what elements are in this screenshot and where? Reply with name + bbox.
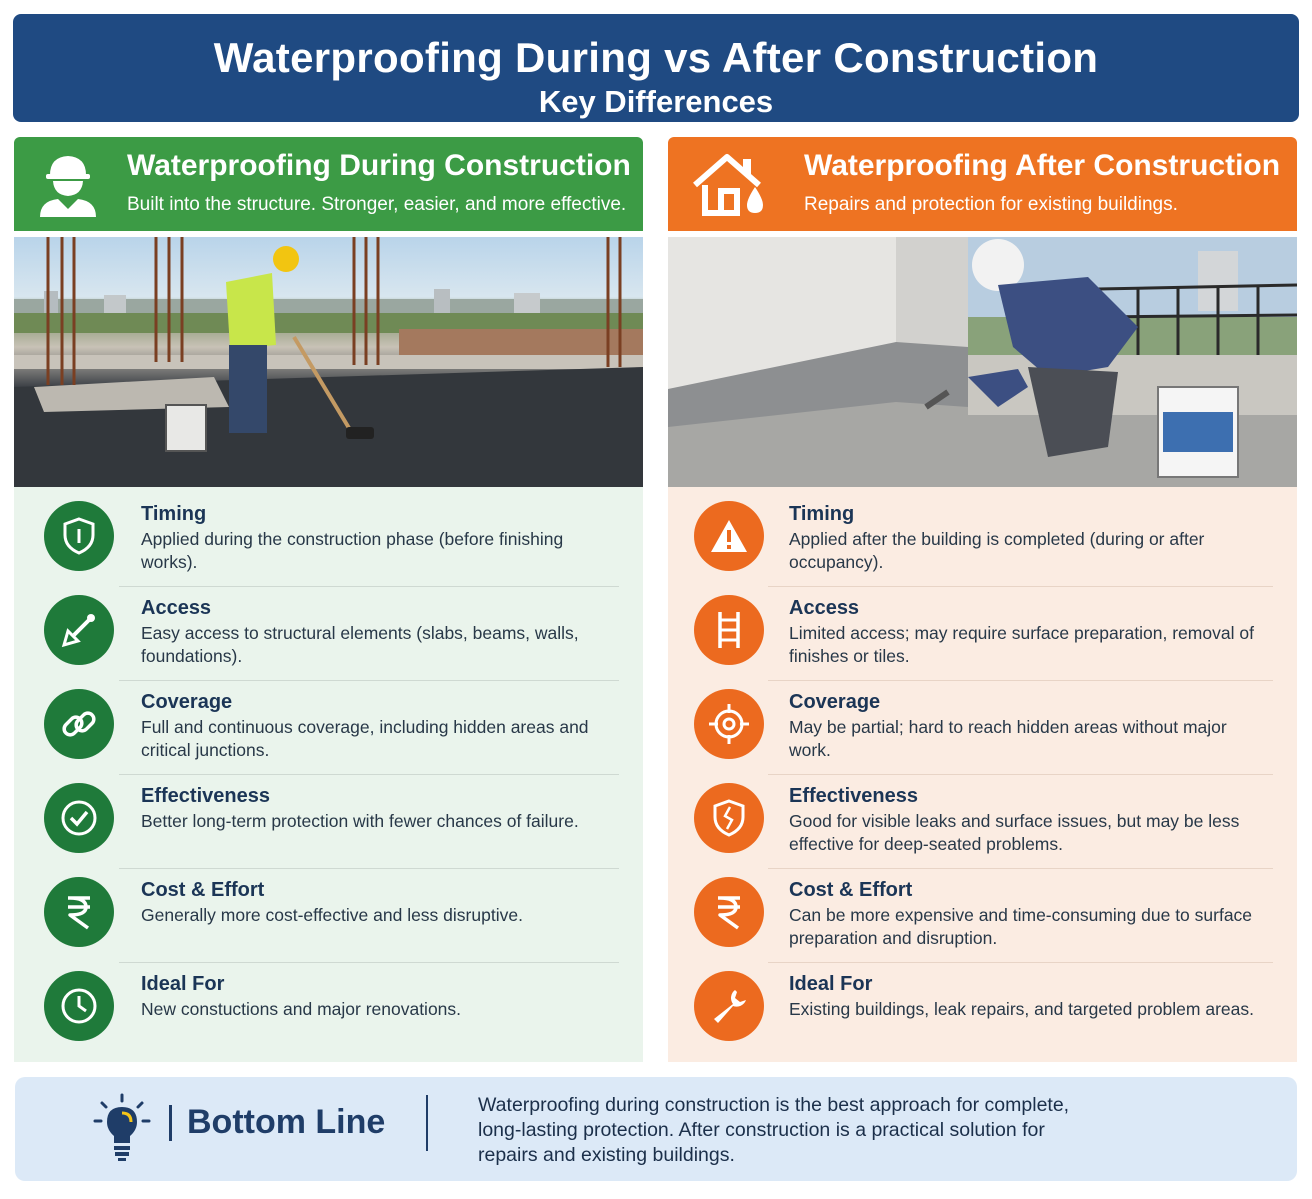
trowel-icon (44, 595, 114, 665)
item-desc: Existing buildings, leak repairs, and targeted problem areas. (789, 999, 1254, 1019)
item-desc: Can be more expensive and time-consuming due to surface preparation and disruption. (789, 905, 1253, 948)
item-desc: Generally more cost-effective and less disruptive. (141, 905, 523, 925)
divider (169, 1105, 172, 1141)
list-item-timing (668, 497, 1297, 591)
item-desc: Limited access; may require surface preparation, removal of finishes or tiles. (789, 623, 1254, 666)
ladder-icon (694, 595, 764, 665)
bottom-line-box (15, 1077, 1297, 1181)
item-label: Ideal For (141, 973, 225, 995)
divider (426, 1095, 428, 1151)
lightbulb-icon (93, 1093, 151, 1163)
during-construction-photo (14, 237, 643, 487)
item-label: Effectiveness (789, 785, 918, 807)
house-drop-icon (690, 151, 772, 217)
cracked-shield-icon (694, 783, 764, 853)
after-title: Waterproofing After Construction (804, 149, 1281, 182)
divider (119, 962, 619, 963)
wrench-icon (694, 971, 764, 1041)
warning-icon (694, 501, 764, 571)
title-banner (13, 14, 1299, 122)
item-desc: Good for visible leaks and surface issues, but may be less effective for deep-seated problems. (789, 811, 1240, 854)
clock-icon (44, 971, 114, 1041)
item-label: Coverage (141, 691, 233, 713)
during-items (14, 487, 643, 1062)
item-label: Access (789, 597, 860, 619)
divider (768, 586, 1273, 587)
item-label: Timing (141, 503, 207, 525)
item-label: Cost & Effort (141, 879, 265, 901)
after-items (668, 487, 1297, 1062)
item-label: Timing (789, 503, 855, 525)
bottom-line-title: Bottom Line (187, 1103, 386, 1141)
divider (768, 868, 1273, 869)
rupee-icon (44, 877, 114, 947)
divider (119, 586, 619, 587)
page-title: Waterproofing During vs After Construction (213, 34, 1099, 81)
after-construction-photo (668, 237, 1297, 487)
shield-icon (44, 501, 114, 571)
during-construction-column (14, 137, 643, 1062)
list-item-ideal-for (668, 967, 1297, 1061)
list-item-effectiveness (668, 779, 1297, 873)
divider (119, 680, 619, 681)
after-construction-column (668, 137, 1297, 1062)
item-label: Effectiveness (141, 785, 270, 807)
worker-icon (36, 151, 100, 217)
target-icon (694, 689, 764, 759)
link-icon (44, 689, 114, 759)
during-subtitle: Built into the structure. Stronger, easier, and more effective. (127, 194, 627, 215)
divider (768, 774, 1273, 775)
divider (119, 774, 619, 775)
list-item-ideal-for (14, 967, 643, 1061)
item-label: Access (141, 597, 212, 619)
list-item-coverage (14, 685, 643, 779)
list-item-access (668, 591, 1297, 685)
list-item-access (14, 591, 643, 685)
divider (768, 680, 1273, 681)
divider (768, 962, 1273, 963)
item-desc: May be partial; hard to reach hidden areas without major work. (789, 717, 1227, 760)
item-desc: New constuctions and major renovations. (141, 999, 462, 1019)
item-label: Ideal For (789, 973, 873, 995)
bottom-line-text: Waterproofing during construction is the best approach for complete, long-lasting protection. After construction is a practical solution for repairs and existing buildings. (478, 1094, 1070, 1166)
item-label: Cost & Effort (789, 879, 913, 901)
list-item-coverage (668, 685, 1297, 779)
list-item-timing (14, 497, 643, 591)
item-desc: Easy access to structural elements (slabs, beams, walls, foundations). (141, 623, 579, 666)
rupee-icon (694, 877, 764, 947)
check-circle-icon (44, 783, 114, 853)
item-desc: Applied after the building is completed (during or after occupancy). (789, 529, 1205, 572)
during-header (14, 137, 643, 231)
page-subtitle: Key Differences (538, 84, 774, 119)
after-subtitle: Repairs and protection for existing buildings. (804, 194, 1178, 215)
list-item-cost (14, 873, 643, 967)
item-desc: Full and continuous coverage, including hidden areas and critical junctions. (141, 717, 589, 760)
item-desc: Better long-term protection with fewer chances of failure. (141, 811, 579, 831)
after-header (668, 137, 1297, 231)
item-label: Coverage (789, 691, 881, 713)
divider (119, 868, 619, 869)
during-title: Waterproofing During Construction (127, 149, 631, 182)
list-item-effectiveness (14, 779, 643, 873)
item-desc: Applied during the construction phase (before finishing works). (141, 529, 564, 572)
list-item-cost (668, 873, 1297, 967)
